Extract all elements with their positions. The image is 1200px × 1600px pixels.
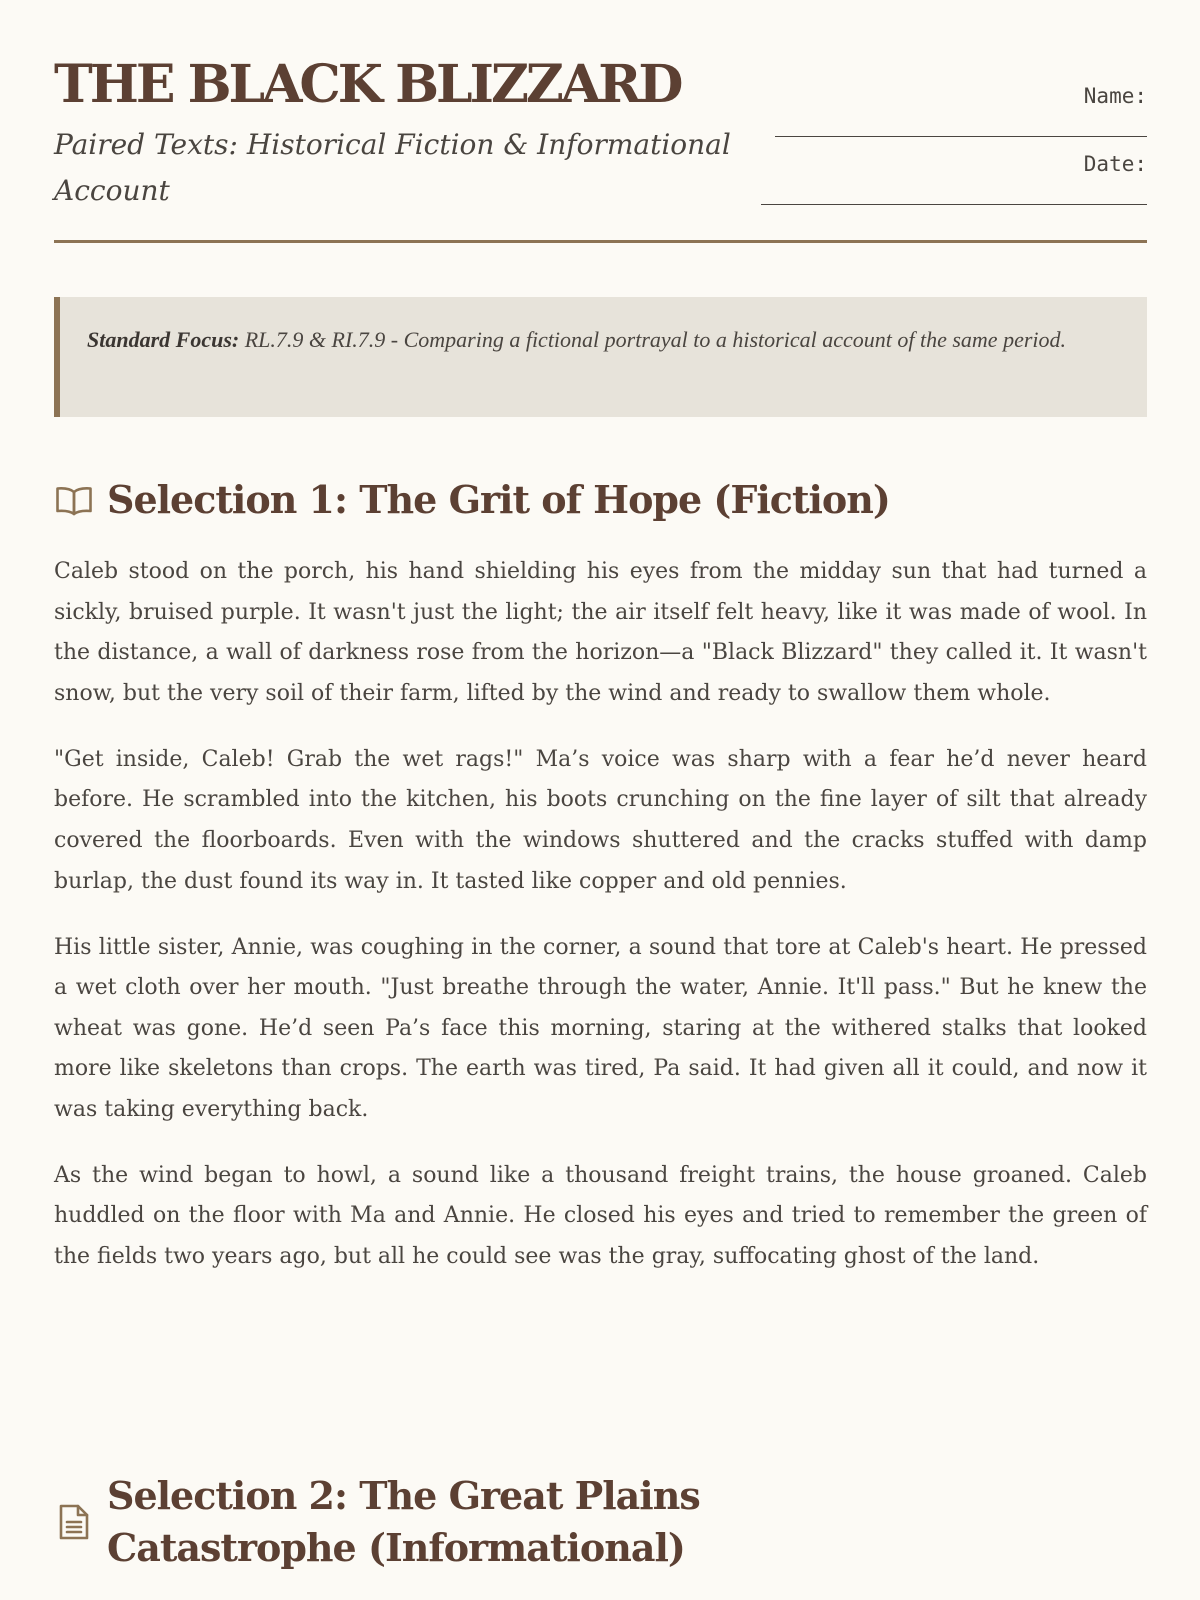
name-blank-line[interactable]: [775, 136, 1147, 137]
date-field[interactable]: [747, 148, 1147, 216]
open-book-icon: [54, 480, 94, 520]
passage-paragraph-4: As the wind began to howl, a sound like a thousand freight trains, the house groaned. Caleb huddled on the floor with Ma and Annie. He closed his eyes and tried to remember the green of the fields two years ago, but all he could see was the gray, suffocating ghost of the land.: [54, 1162, 1147, 1270]
date-blank-line[interactable]: [761, 204, 1147, 205]
worksheet-header: [54, 0, 1147, 243]
date-label: Date:: [1083, 152, 1147, 176]
passage-paragraph-2: "Get inside, Caleb! Grab the wet rags!" Ma’s voice was sharp with a fear he’d never heard before. He scrambled into the kitchen, his boots crunching on the fine layer of silt that already covered the floorboards. Even with the windows shuttered and the cracks stuffed with damp burlap, the dust found its way in. It tasted like copper and old pennies.: [54, 746, 1147, 894]
name-label: Name:: [1083, 84, 1147, 108]
name-field[interactable]: [747, 80, 1147, 148]
student-info-fields: [747, 80, 1147, 216]
worksheet-page: [54, 0, 1147, 1570]
selection-1-passage: [54, 552, 1147, 1303]
page-title: THE BLACK BLIZZARD: [54, 54, 681, 115]
selection-1-title: Selection 1: The Grit of Hope (Fiction): [107, 477, 890, 522]
selection-2-title: Selection 2: The Great Plains Catastrophe (Informational): [107, 1473, 700, 1570]
passage-paragraph-3: His little sister, Annie, was coughing in the corner, a sound that tore at Caleb's heart. He pressed a wet cloth over her mouth. "Just breathe through the water, Annie. It'll pass." But he knew the wheat was gone. He’d seen Pa’s face this morning, staring at the withered stalks that looked more like skeletons than crops. The earth was tired, Pa said. It had given all it could, and now it was taking everything back.: [54, 934, 1147, 1122]
standard-focus-text: RL.7.9 & RI.7.9 - Comparing a fictional portrayal to a historical account of the same period.: [239, 327, 1067, 352]
document-icon: [54, 1502, 94, 1542]
standard-focus-box: [54, 297, 1147, 417]
page-subtitle: Paired Texts: Historical Fiction & Informational Account: [54, 128, 731, 207]
passage-paragraph-1: Caleb stood on the porch, his hand shielding his eyes from the midday sun that had turned a sickly, bruised purple. It wasn't just the light; the air itself felt heavy, like it was made of wool. In the distance, a wall of darkness rose from the horizon—a "Black Blizzard" they called it. It wasn't snow, but the very soil of their farm, lifted by the wind and ready to swallow them whole.: [54, 559, 1147, 706]
standard-focus-label: Standard Focus:: [87, 327, 240, 352]
selection-2-heading: [54, 1470, 1147, 1574]
selection-1-heading: [54, 474, 1147, 526]
